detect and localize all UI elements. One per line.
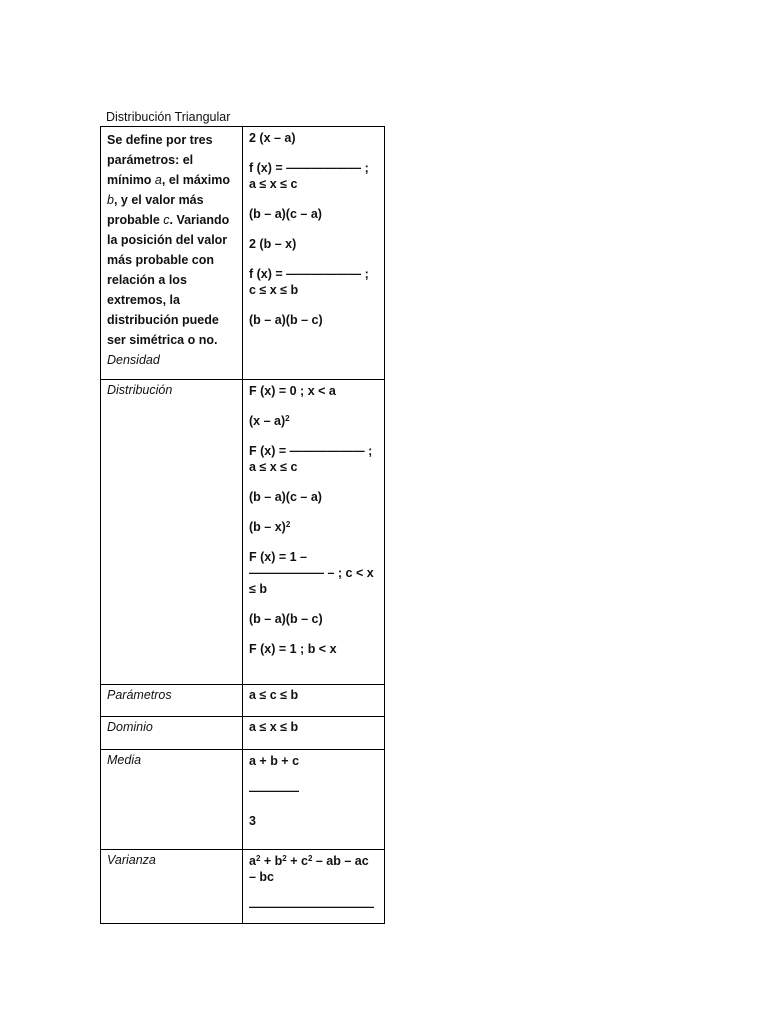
triangular-distribution-table xyxy=(100,126,385,924)
domain-row xyxy=(101,717,385,750)
variance-fraction-bar: —————————— xyxy=(249,900,374,914)
distribution-row xyxy=(101,380,385,685)
domain-value: a ≤ x ≤ b xyxy=(243,717,385,750)
variance-row xyxy=(101,850,385,924)
distribution-formula-line: (b – x)$^2$ xyxy=(249,520,291,534)
distribution-formula-line: (b – a)(c – a) xyxy=(249,490,322,504)
density-formula-line: (b – a)(c – a) xyxy=(249,207,322,221)
density-row xyxy=(101,127,385,380)
density-description: Se define por tres parámetros: el mínimo a, el máximo b, y el valor más probable c. Variando la posición del valor más probable con relación a los extremos, la distribución puede ser simétrica o no. Densidad xyxy=(107,130,236,370)
distribution-formula-line: F (x) = 0 ; x < a xyxy=(249,384,336,398)
parameters-label: Parámetros xyxy=(101,685,243,717)
density-label: Densidad xyxy=(107,353,160,367)
variance-label: Varianza xyxy=(101,850,243,924)
distribution-label: Distribución xyxy=(101,380,243,685)
mean-fraction-bar: ———— xyxy=(249,784,299,798)
distribution-formula-line: F (x) = —————— ; a ≤ x ≤ c xyxy=(249,444,373,474)
distribution-formula-line: (x – a)$^2$ xyxy=(249,414,290,428)
density-description-cell xyxy=(101,127,243,380)
distribution-formula-line: F (x) = 1 – —————— – ; c < x ≤ b xyxy=(249,550,374,596)
mean-numerator: a + b + c xyxy=(249,754,300,768)
distribution-formula-line: F (x) = 1 ; b < x xyxy=(249,642,337,656)
mean-row xyxy=(101,750,385,850)
mean-label: Media xyxy=(101,750,243,850)
mean-formula-cell xyxy=(243,750,385,850)
distribution-formula-cell xyxy=(243,380,385,685)
density-formula-line: (b – a)(b – c) xyxy=(249,313,323,327)
density-formula-line: 2 (x – a) xyxy=(249,131,296,145)
variance-formula-cell xyxy=(243,850,385,924)
parameters-value: a ≤ c ≤ b xyxy=(243,685,385,717)
variance-numerator: $a^2 + b^2 + c^2$ – ab – ac – bc xyxy=(249,854,369,884)
distribution-formula-line: (b – a)(b – c) xyxy=(249,612,323,626)
density-formula-line: f (x) = —————— ; a ≤ x ≤ c xyxy=(249,161,369,191)
density-formula-cell xyxy=(243,127,385,380)
mean-denominator: 3 xyxy=(249,814,256,828)
density-formula-line: 2 (b – x) xyxy=(249,237,297,251)
document-title: Distribución Triangular xyxy=(106,110,231,124)
parameters-row xyxy=(101,685,385,717)
domain-label: Dominio xyxy=(101,717,243,750)
density-formula-line: f (x) = —————— ; c ≤ x ≤ b xyxy=(249,267,369,297)
